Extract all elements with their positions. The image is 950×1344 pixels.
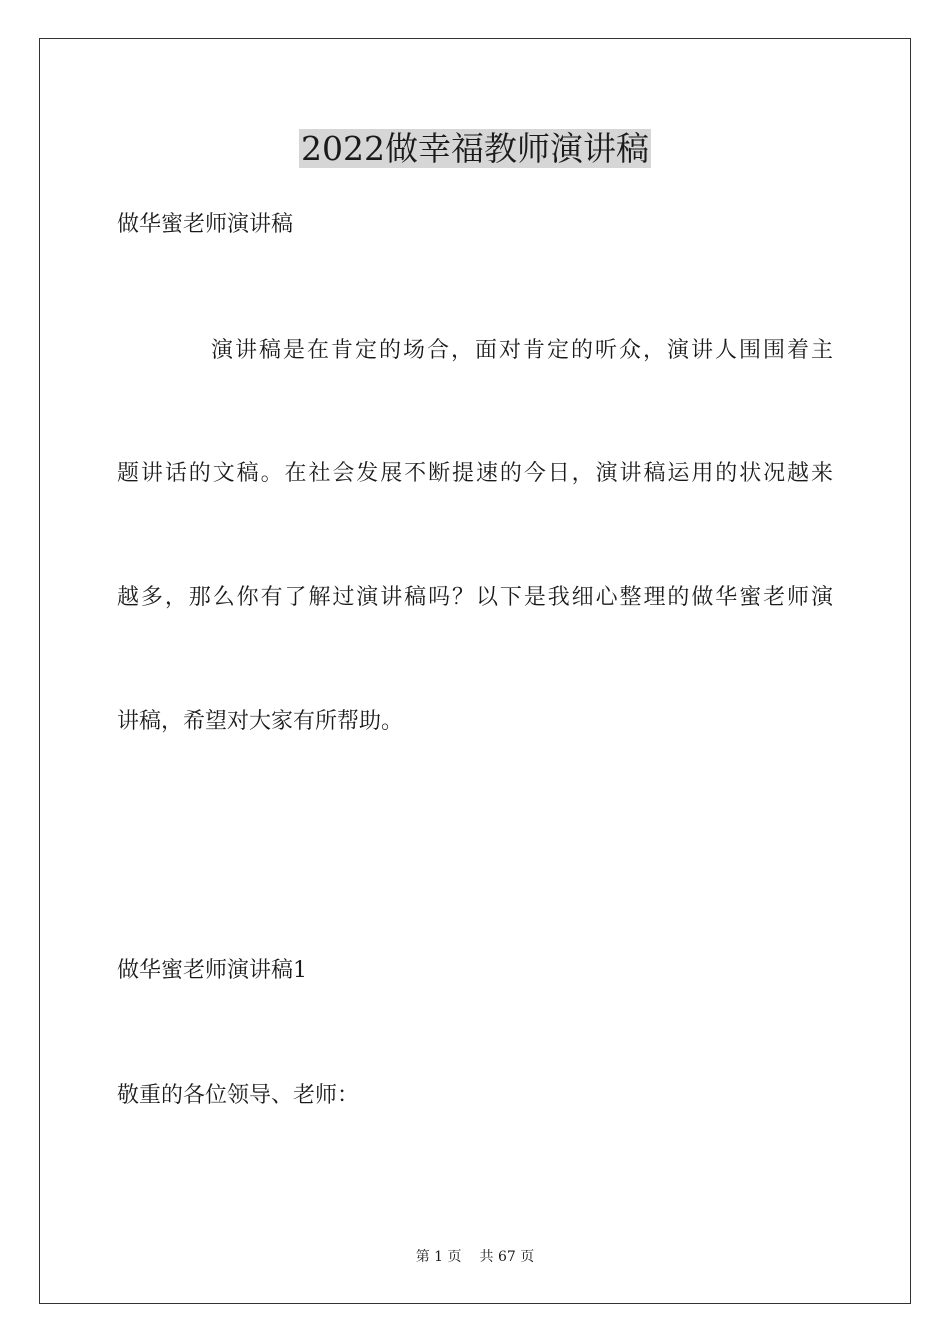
document-subtitle: 做华蜜老师演讲稿 (117, 212, 294, 237)
document-title-text: 2022做幸福教师演讲稿 (301, 129, 649, 168)
intro-paragraph-line-2: 题讲话的文稿。在社会发展不断提速的今日，演讲稿运用的状况越来 (117, 461, 833, 486)
document-title (0, 128, 950, 170)
section-heading: 做华蜜老师演讲稿1 (117, 958, 307, 983)
page-total: 共 67 页 (479, 1249, 535, 1265)
page-number: 第 1 页 (415, 1249, 462, 1265)
intro-paragraph-line-4: 讲稿，希望对大家有所帮助。 (117, 709, 404, 734)
intro-paragraph-line-3: 越多，那么你有了解过演讲稿吗？以下是我细心整理的做华蜜老师演 (117, 585, 833, 610)
salutation: 敬重的各位领导、老师： (117, 1083, 360, 1108)
intro-paragraph-line-1: 演讲稿是在肯定的场合，面对肯定的听众，演讲人围围着主 (211, 338, 833, 363)
page-footer (0, 1248, 950, 1266)
